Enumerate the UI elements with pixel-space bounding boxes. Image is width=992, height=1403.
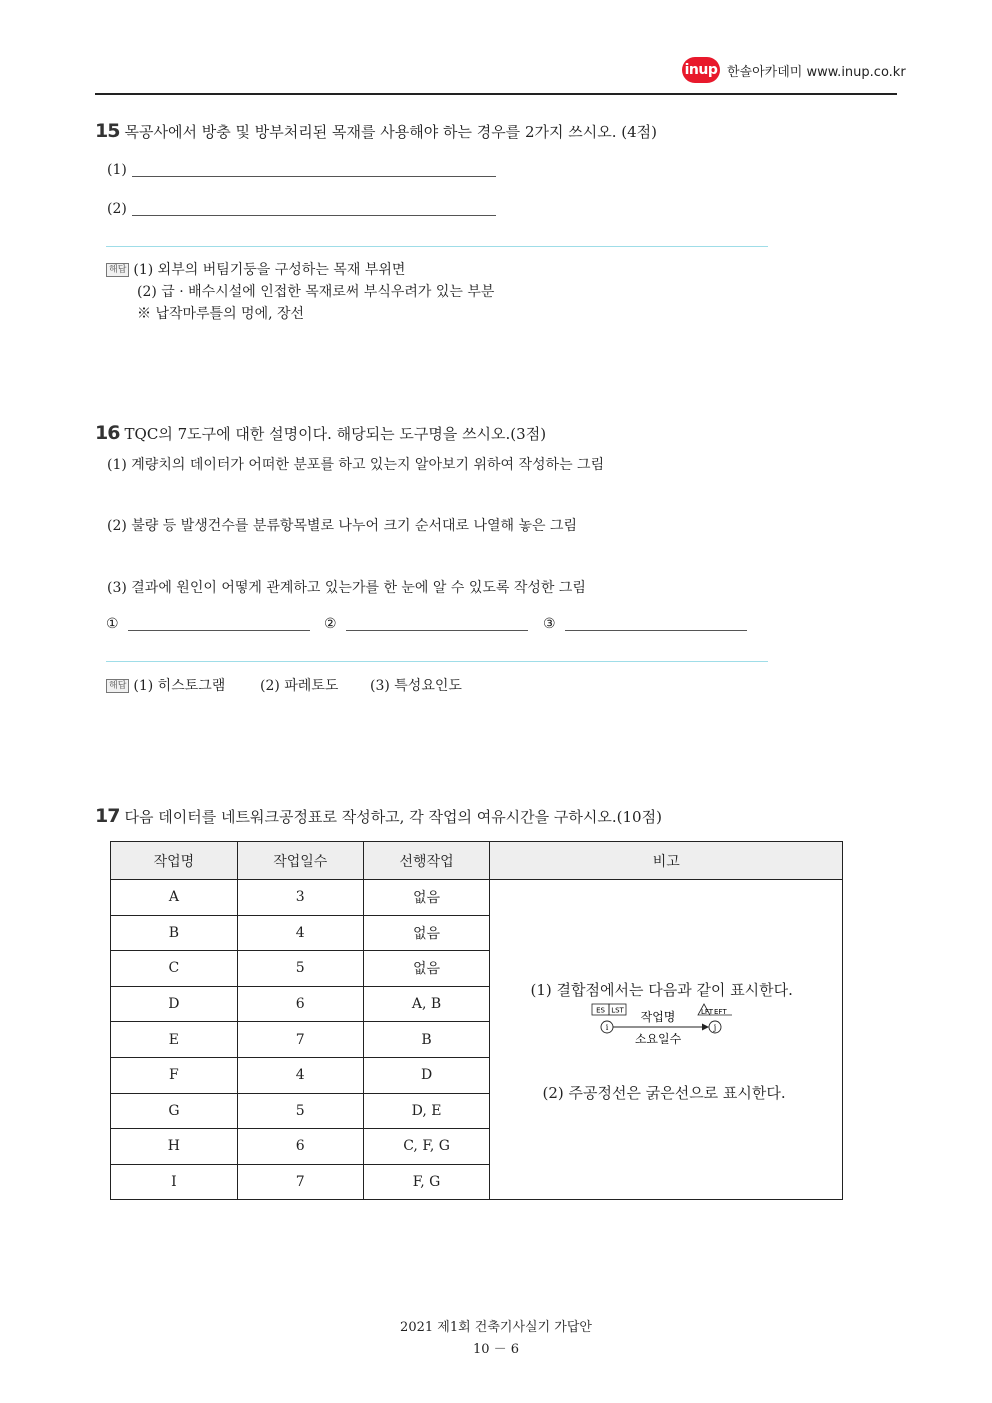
divider (106, 246, 768, 247)
cell-predecessor: C, F, G (363, 1129, 490, 1165)
cell-task: G (111, 1093, 238, 1129)
lft-label: LFT (701, 1007, 714, 1016)
answer-blank-line (346, 630, 528, 631)
question-item: (3) 결과에 원인이 어떻게 관계하고 있는가를 한 눈에 알 수 있도록 작성한 그림 (107, 580, 586, 596)
cell-duration: 3 (237, 880, 363, 916)
header-duration: 작업일수 (237, 842, 363, 880)
cell-task: B (111, 915, 238, 951)
answer-line: (2) 급 · 배수시설에 인접한 목재로써 부식우려가 있는 부분 (137, 284, 495, 300)
question-text: 다음 데이터를 네트워크공정표로 작성하고, 각 작업의 여유시간을 구하시오.(10점) (124, 808, 662, 826)
logo: inup (682, 57, 720, 83)
node-notation-diagram (590, 1001, 750, 1065)
answer-badge: 해답 (106, 679, 129, 693)
blank-label: (2) (107, 201, 127, 217)
header-rule (95, 93, 897, 95)
remark-2: (2) 주공정선은 굵은선으로 표시한다. (542, 1083, 786, 1102)
question-number: 15 (95, 120, 120, 142)
answer-text: (3) 특성요인도 (370, 678, 462, 694)
es-label: ES (596, 1006, 606, 1015)
question-number: 17 (95, 805, 120, 827)
node-i-label: i (606, 1022, 609, 1032)
eft-label: EFT (714, 1007, 728, 1016)
question-15 (95, 120, 657, 142)
cell-predecessor: B (363, 1022, 490, 1058)
header-remarks: 비고 (490, 842, 843, 880)
footer-title: 2021 제1회 건축기사실기 가답안 (400, 1320, 592, 1335)
cell-task: C (111, 951, 238, 987)
table-row (111, 880, 843, 916)
answer-text: (2) 파레토도 (260, 678, 339, 694)
blank-mark: ② (324, 616, 337, 632)
blank-mark: ① (106, 616, 119, 632)
question-17 (95, 805, 662, 827)
cell-duration: 7 (237, 1164, 363, 1200)
remark-1: (1) 결합점에서는 다음과 같이 표시한다. (530, 980, 793, 999)
remarks-cell (490, 880, 843, 1200)
cell-predecessor: A, B (363, 986, 490, 1022)
question-item: (1) 계량치의 데이터가 어떠한 분포를 하고 있는지 알아보기 위하여 작성하는 그림 (107, 457, 605, 473)
answer-blank-line (565, 630, 747, 631)
answer-note: ※ 납작마루틀의 멍에, 장선 (137, 306, 305, 322)
answer-line (106, 259, 405, 279)
cell-predecessor: 없음 (363, 880, 490, 916)
cell-task: D (111, 986, 238, 1022)
answer-blank-line (132, 176, 496, 177)
answer-blank-line (128, 630, 310, 631)
lst-label: LST (611, 1006, 625, 1015)
answer-text: (1) 히스토그램 (133, 678, 226, 694)
answer-line (106, 675, 225, 695)
cell-task: I (111, 1164, 238, 1200)
answer-badge: 해답 (106, 263, 129, 277)
cell-duration: 7 (237, 1022, 363, 1058)
cell-predecessor: 없음 (363, 915, 490, 951)
cell-task: E (111, 1022, 238, 1058)
duration-label: 소요일수 (635, 1031, 682, 1046)
cell-duration: 6 (237, 986, 363, 1022)
blank-mark: ③ (543, 616, 556, 632)
cell-duration: 6 (237, 1129, 363, 1165)
answer-blank-line (132, 215, 496, 216)
arrow-head (702, 1023, 709, 1030)
table-header-row (111, 842, 843, 880)
activity-table (110, 841, 843, 1200)
cell-task: H (111, 1129, 238, 1165)
blank-label: (1) (107, 162, 127, 178)
cell-predecessor: 없음 (363, 951, 490, 987)
page-number: 10 － 6 (472, 1342, 520, 1357)
cell-predecessor: D (363, 1057, 490, 1093)
cell-duration: 5 (237, 1093, 363, 1129)
divider (106, 661, 768, 662)
header-task: 작업명 (111, 842, 238, 880)
cell-duration: 5 (237, 951, 363, 987)
question-number: 16 (95, 422, 120, 444)
header-predecessor: 선행작업 (363, 842, 490, 880)
question-item: (2) 불량 등 발생건수를 분류항목별로 나누어 크기 순서대로 나열해 놓은 그림 (107, 518, 578, 534)
question-16 (95, 422, 546, 444)
cell-duration: 4 (237, 915, 363, 951)
task-name-label: 작업명 (641, 1009, 676, 1024)
cell-duration: 4 (237, 1057, 363, 1093)
cell-predecessor: D, E (363, 1093, 490, 1129)
cell-predecessor: F, G (363, 1164, 490, 1200)
question-text: TQC의 7도구에 대한 설명이다. 해당되는 도구명을 쓰시오.(3점) (124, 425, 547, 443)
cell-task: F (111, 1057, 238, 1093)
cell-task: A (111, 880, 238, 916)
answer-text: (1) 외부의 버팀기둥을 구성하는 목재 부위면 (133, 262, 406, 278)
question-text: 목공사에서 방충 및 방부처리된 목재를 사용해야 하는 경우를 2가지 쓰시오. (4점) (124, 123, 657, 141)
node-j-label: j (714, 1022, 717, 1032)
brand-text: 한솔아카데미 www.inup.co.kr (727, 65, 906, 80)
